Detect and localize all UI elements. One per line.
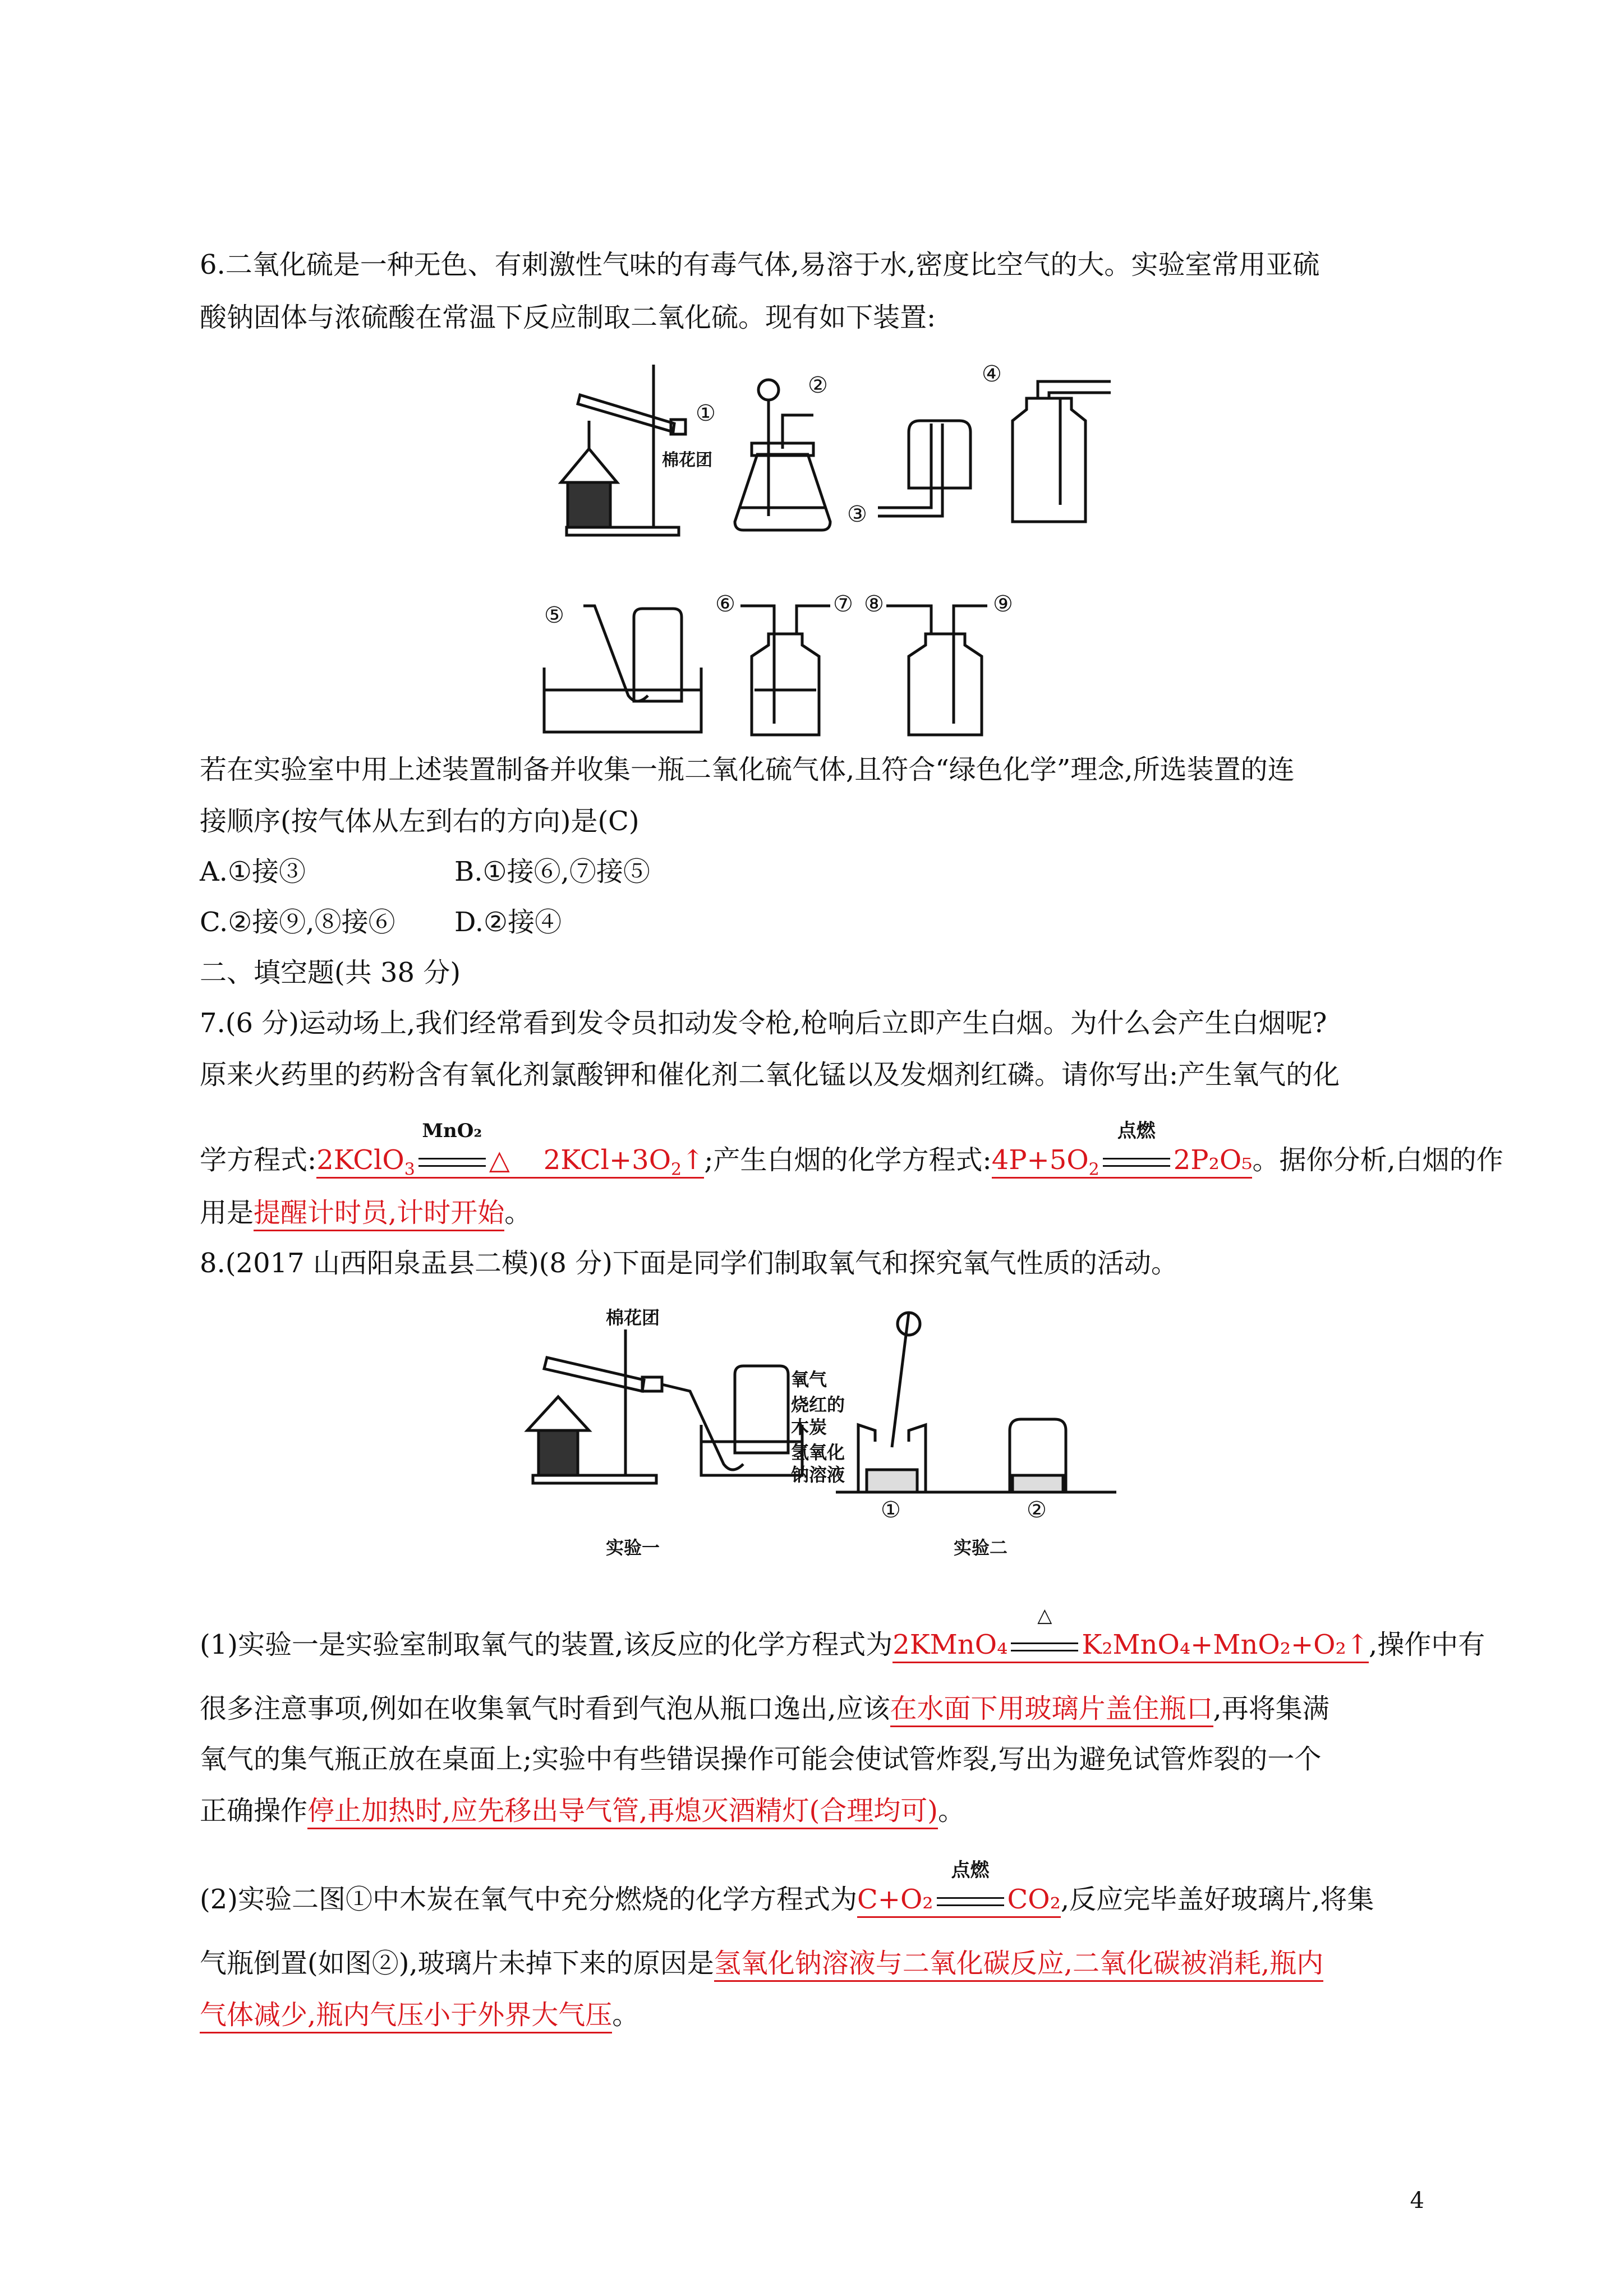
label-9: ⑨ [993, 591, 1013, 617]
oxygen-label: 氧气 [791, 1369, 827, 1390]
q8-answer-reason-1: 氢氧化钠溶液与二氧化碳反应,二氧化碳被消耗,瓶内 [714, 1948, 1324, 1982]
q8-part2-line2: 气瓶倒置(如图②),玻璃片未掉下来的原因是氢氧化钠溶液与二氧化碳反应,二氧化碳被消耗,瓶内 [200, 1945, 1323, 1981]
q8-part1-line2: 很多注意事项,例如在收集氧气时看到气泡从瓶口逸出,应该在水面下用玻璃片盖住瓶口,再将集满 [200, 1691, 1329, 1727]
q8-equation-2: C+O₂ 点燃 CO₂ [857, 1884, 1061, 1918]
q6-apparatus-figure-top [555, 359, 1128, 544]
label-2: ② [808, 372, 828, 398]
label-8: ⑧ [864, 591, 884, 617]
q7-text-line2: 原来火药里的药粉含有氧化剂氯酸钾和催化剂二氧化锰以及发烟剂红磷。请你写出:产生氧气的化 [200, 1059, 1340, 1091]
q8-answer-cover: 在水面下用玻璃片盖住瓶口 [890, 1693, 1213, 1727]
q8-answer-operation: 停止加热时,应先移出导气管,再熄灭酒精灯(合理均可) [307, 1795, 938, 1829]
naoh-label-2: 钠溶液 [791, 1464, 845, 1485]
q6-text-line1: 6.二氧化硫是一种无色、有刺激性气味的有毒气体,易溶于水,密度比空气的大。实验室常用亚硫 [200, 249, 1320, 280]
q6-option-c: C.②接⑨,⑧接⑥ [200, 907, 395, 938]
q7-answer-purpose: 提醒计时员,计时开始 [254, 1197, 504, 1231]
q8-part1-line4: 正确操作停止加热时,应先移出导气管,再熄灭酒精灯(合理均可)。 [200, 1793, 965, 1829]
label-c1: ① [881, 1497, 901, 1523]
q8-part2-line3: 气体减少,瓶内气压小于外界大气压。 [200, 1997, 639, 2033]
q8-part1-line1: (1)实验一是实验室制取氧气的装置,该反应的化学方程式为2KMnO₄ △ K₂MnO₄+MnO₂+O₂↑,操作中有 [200, 1627, 1485, 1663]
q6-option-d: D.②接④ [454, 907, 562, 938]
q8-part1-line3: 氧气的集气瓶正放在桌面上;实验中有些错误操作可能会使试管炸裂,写出为避免试管炸裂的一个 [200, 1743, 1322, 1775]
q8-experiment-figure [522, 1307, 1128, 1571]
page-number: 4 [1410, 2188, 1424, 2214]
cotton-label: 棉花团 [606, 1307, 660, 1328]
label-1: ① [696, 401, 716, 426]
q6-apparatus-figure-bottom [539, 583, 1122, 746]
label-6: ⑥ [715, 591, 735, 617]
charcoal-label-1: 烧红的 [791, 1394, 845, 1415]
experiment-2-caption: 实验二 [954, 1537, 1008, 1558]
q6-text-line4: 接顺序(按气体从左到右的方向)是(C) [200, 806, 640, 837]
label-3: ③ [847, 501, 867, 527]
label-5: ⑤ [544, 602, 564, 628]
q7-text-line3: 学方程式:2KClO$_3$ MnO₂ △ $2KCl+3O_2↑$;产生白烟的化学方程式$:4P+5O_2$ 点燃 2P₂O₅。据你分析,白烟的作 [200, 1120, 1503, 1180]
q6-text-line3: 若在实验室中用上述装置制备并收集一瓶二氧化硫气体,且符合“绿色化学”理念,所选装置的连 [200, 754, 1295, 785]
label-7: ⑦ [833, 591, 853, 617]
charcoal-label-2: 木炭 [791, 1416, 827, 1438]
q8-text-line1: 8.(2017 山西阳泉盂县二模)(8 分)下面是同学们制取氧气和探究氧气性质的活动。 [200, 1248, 1178, 1279]
label-4: ④ [982, 361, 1002, 387]
q7-equation-2: $4P+5O_2$ 点燃 2P₂O₅ [991, 1120, 1253, 1180]
naoh-label-1: 氢氧化 [791, 1442, 845, 1463]
section-heading: 二、填空题(共 38 分) [200, 957, 461, 988]
q7-text-line4: 用是提醒计时员,计时开始。 [200, 1195, 531, 1231]
q8-equation-1: 2KMnO₄ △ K₂MnO₄+MnO₂+O₂↑ [892, 1629, 1369, 1663]
q8-part2-line1: (2)实验二图①中木炭在氧气中充分燃烧的化学方程式为C+O₂ 点燃 CO₂,反应完毕盖好玻璃片,将集 [200, 1881, 1374, 1917]
q7-equation-1: 2KClO$_3$ MnO₂ △ $2KCl+3O_2↑$ [316, 1120, 705, 1180]
experiment-1-caption: 实验一 [606, 1537, 660, 1558]
label-c2: ② [1027, 1497, 1047, 1523]
q7-text-line1: 7.(6 分)运动场上,我们经常看到发令员扣动发令枪,枪响后立即产生白烟。为什么会产生白烟呢? [200, 1007, 1327, 1039]
q6-text-line2: 酸钠固体与浓硫酸在常温下反应制取二氧化硫。现有如下装置: [200, 302, 936, 333]
q6-option-b: B.①接⑥,⑦接⑤ [454, 856, 650, 887]
q8-answer-reason-2: 气体减少,瓶内气压小于外界大气压 [200, 1999, 612, 2033]
q6-option-a: A.①接③ [200, 856, 306, 887]
cotton-label: 棉花团 [662, 450, 712, 470]
